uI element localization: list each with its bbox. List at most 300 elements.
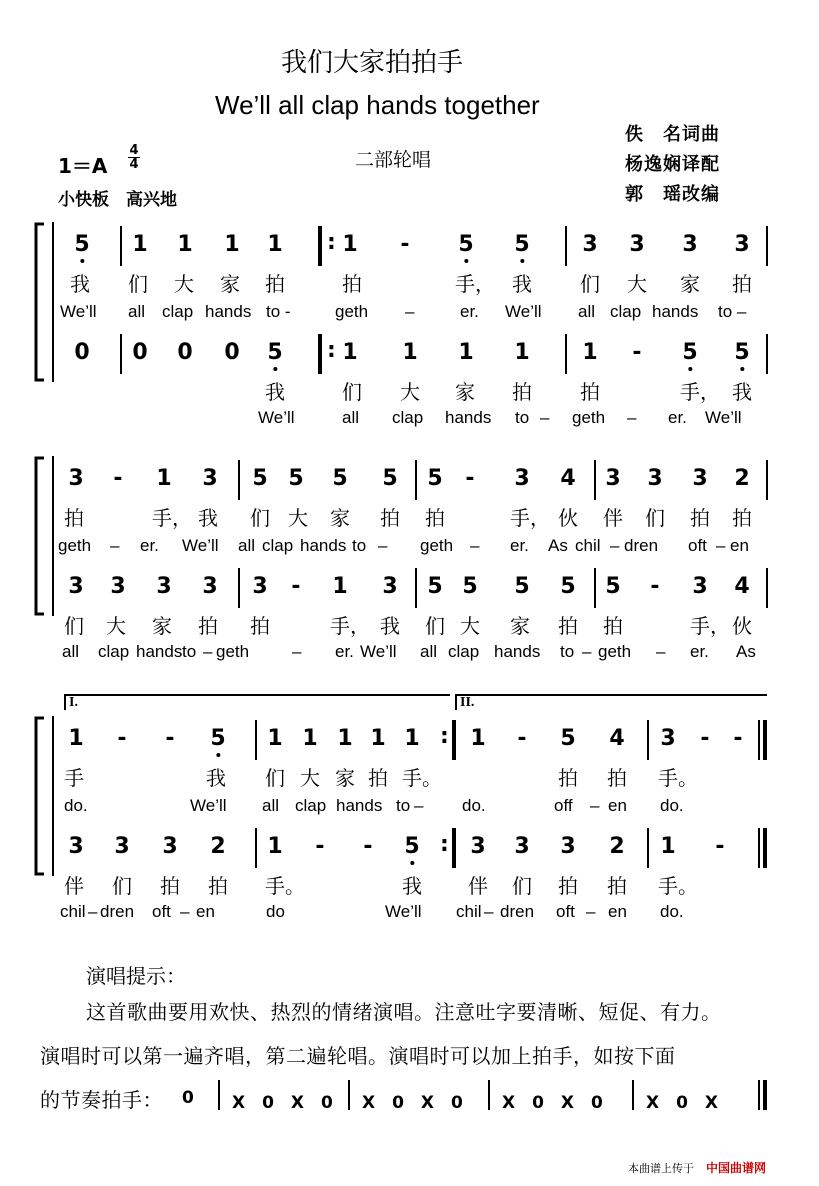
lyric-en: hands — [652, 302, 699, 321]
lyric-cn: 拍 — [265, 272, 285, 296]
lyric-en: hands — [300, 536, 347, 555]
note: 3 — [110, 574, 126, 599]
lyric-en: We’ll — [360, 642, 397, 661]
lyric-cn: 拍 — [208, 874, 228, 898]
lyric-en: clap — [262, 536, 294, 555]
lyric-en: hands — [136, 642, 183, 661]
lyric-cn: 手。 — [658, 874, 698, 898]
lyric-cn: 拍 — [160, 874, 180, 898]
hint-line-1: 这首歌曲要用欢快、热烈的情绪演唱。注意吐字要清晰、短促、有力。 — [86, 1000, 722, 1024]
note: 1 — [267, 834, 283, 859]
lyric-en: – — [716, 536, 726, 555]
lyric-cn: 我 — [512, 272, 532, 296]
lyric-cn: 拍 — [368, 766, 388, 790]
note: 4 — [560, 466, 576, 491]
repeat-sign: : — [440, 832, 449, 857]
note: 2 — [609, 834, 625, 859]
lyric-en: geth — [420, 536, 454, 555]
lyric-en: er. — [335, 642, 354, 661]
lyric-en: – — [610, 536, 620, 555]
lyric-en: en — [730, 536, 749, 555]
note-dash: - — [517, 726, 527, 751]
note: 5 — [427, 574, 443, 599]
volta-2-label: II. — [460, 695, 475, 710]
note: 1 — [267, 232, 283, 257]
lyric-en: to — [396, 796, 411, 815]
barline — [565, 334, 567, 374]
barline — [488, 1080, 490, 1110]
lyric-en: – — [378, 536, 388, 555]
note: 3 — [202, 574, 218, 599]
note: 3 — [252, 574, 268, 599]
lyric-en: er. — [140, 536, 159, 555]
lyric-cn: 我 — [380, 614, 400, 638]
lyric-en: do. — [660, 796, 684, 815]
barline — [647, 828, 649, 868]
lyric-cn: 们 — [342, 380, 362, 404]
lyric-en: hands — [494, 642, 541, 661]
note-dash: - — [113, 466, 123, 491]
lyric-en: – — [627, 408, 637, 427]
lyric-cn: 家 — [510, 614, 530, 638]
lyric-cn: 们 — [128, 272, 148, 296]
final-barline-thin — [758, 1080, 760, 1110]
lyric-en: chil — [60, 902, 86, 921]
note: 3 — [156, 574, 172, 599]
note: 5 — [458, 232, 474, 257]
rhythm-measure: X 0 X 0 — [362, 1093, 463, 1113]
system-barline-start — [52, 222, 54, 382]
hint-title: 演唱提示： — [86, 964, 186, 988]
note: 1 — [332, 574, 348, 599]
lyric-cn: 拍 — [580, 380, 600, 404]
barline — [632, 1080, 634, 1110]
note: 5 — [267, 340, 283, 365]
lyric-en: all — [420, 642, 438, 661]
lyric-cn: 手， — [680, 380, 720, 404]
note: 1 — [302, 726, 318, 751]
lyric-en: er. — [690, 642, 709, 661]
lyric-cn: 们 — [425, 614, 445, 638]
rhythm-measure: X 0 X 0 — [232, 1093, 333, 1113]
note-dash: - — [715, 834, 725, 859]
lyric-en: dren — [624, 536, 659, 555]
note: 0 — [132, 340, 148, 365]
lyric-en: geth — [572, 408, 606, 427]
note-dash: - — [291, 574, 301, 599]
lyric-cn: 拍 — [558, 766, 578, 790]
lyric-cn: 手， — [455, 272, 495, 296]
note: 5 — [288, 466, 304, 491]
final-barline-thin — [758, 828, 760, 868]
hint-line-3: 的节奏拍手： — [40, 1088, 163, 1112]
note-dash: - — [117, 726, 127, 751]
note: 1 — [470, 726, 486, 751]
barline — [255, 828, 257, 868]
barline — [766, 568, 768, 608]
barline — [218, 1080, 220, 1110]
lyric-en: to — [182, 642, 197, 661]
lyric-en: do. — [64, 796, 88, 815]
note: 1 — [514, 340, 530, 365]
lyric-cn: 们 — [112, 874, 132, 898]
note-dash: - — [733, 726, 743, 751]
lyric-cn: 家 — [680, 272, 700, 296]
note: 4 — [734, 574, 750, 599]
lyric-en: We’ll — [182, 536, 219, 555]
lyric-en: oft — [152, 902, 171, 921]
lyric-cn: 拍 — [607, 874, 627, 898]
lyric-cn: 家 — [220, 272, 240, 296]
lyric-en: – — [414, 796, 424, 815]
note: 3 — [68, 466, 84, 491]
lyric-en: oft — [688, 536, 707, 555]
note: 3 — [68, 834, 84, 859]
barline — [594, 568, 596, 608]
time-bottom: 4 — [129, 157, 139, 172]
note: 3 — [692, 574, 708, 599]
lyric-en: We’ll — [385, 902, 422, 921]
lyric-cn: 大 — [400, 380, 420, 404]
lyric-en: hands — [445, 408, 492, 427]
lyric-en: dren — [500, 902, 535, 921]
lyric-en: geth — [216, 642, 250, 661]
lyric-en: do. — [660, 902, 684, 921]
note: 5 — [210, 726, 226, 751]
title-chinese: 我们大家拍拍手 — [281, 48, 464, 78]
note-dash: - — [400, 232, 410, 257]
lyric-en: – — [590, 796, 600, 815]
lyric-en: clap — [98, 642, 130, 661]
barline — [766, 334, 768, 374]
system-brace — [30, 716, 50, 876]
note: 1 — [156, 466, 172, 491]
lyric-en: to - — [266, 302, 291, 321]
repeat-sign: : — [327, 338, 336, 363]
lyric-cn: 大 — [460, 614, 480, 638]
lyric-en: all — [128, 302, 146, 321]
note: 5 — [682, 340, 698, 365]
barline — [120, 334, 122, 374]
lyric-en: all — [238, 536, 256, 555]
note: 5 — [252, 466, 268, 491]
lyric-en: to — [352, 536, 367, 555]
system-brace — [30, 456, 50, 616]
barline — [766, 460, 768, 500]
lyric-cn: 大 — [300, 766, 320, 790]
lyric-en: – — [540, 408, 550, 427]
lyric-cn: 拍 — [512, 380, 532, 404]
time-top: 4 — [129, 143, 139, 158]
lyric-cn: 们 — [512, 874, 532, 898]
note: 3 — [514, 834, 530, 859]
lyric-en: do. — [462, 796, 486, 815]
lyric-cn: 我 — [206, 766, 226, 790]
lyric-cn: 我 — [402, 874, 422, 898]
lyric-cn: 手。 — [265, 874, 305, 898]
lyric-en: all — [342, 408, 360, 427]
note: 5 — [514, 232, 530, 257]
note: 5 — [382, 466, 398, 491]
lyric-cn: 家 — [455, 380, 475, 404]
rhythm-rest: 0 — [182, 1088, 194, 1108]
note: 5 — [427, 466, 443, 491]
credit-arranger: 郭 瑶改编 — [625, 184, 720, 205]
lyric-cn: 我 — [265, 380, 285, 404]
tempo-marking: 小快板 高兴地 — [58, 190, 177, 210]
footer-upload-text: 本曲谱上传于 — [628, 1162, 694, 1175]
note-dash: - — [363, 834, 373, 859]
lyric-cn: 大 — [174, 272, 194, 296]
note: 1 — [337, 726, 353, 751]
note: 3 — [470, 834, 486, 859]
system-barline-start — [52, 456, 54, 616]
note: 1 — [404, 726, 420, 751]
lyric-en: We’ll — [705, 408, 742, 427]
note-dash: - — [650, 574, 660, 599]
note: 5 — [605, 574, 621, 599]
lyric-en: – — [180, 902, 190, 921]
site-logo: 中国曲谱网 — [706, 1161, 767, 1175]
lyric-cn: 伙 — [558, 506, 578, 530]
lyric-en: dren — [100, 902, 135, 921]
lyric-en: – — [470, 536, 480, 555]
rhythm-measure: X 0 X — [646, 1093, 719, 1113]
lyric-cn: 手， — [330, 614, 370, 638]
note-dash: - — [165, 726, 175, 751]
lyric-en: We’ll — [258, 408, 295, 427]
lyric-cn: 拍 — [607, 766, 627, 790]
lyric-cn: 大 — [106, 614, 126, 638]
part-label: 二部轮唱 — [355, 149, 432, 171]
barline — [238, 568, 240, 608]
barline — [238, 460, 240, 500]
lyric-en: clap — [448, 642, 480, 661]
final-barline-thick — [763, 720, 767, 760]
lyric-cn: 我 — [732, 380, 752, 404]
lyric-cn: 们 — [265, 766, 285, 790]
note: 3 — [734, 232, 750, 257]
lyric-cn: 手 — [64, 766, 84, 790]
lyric-en: off — [554, 796, 573, 815]
note: 5 — [332, 466, 348, 491]
note: 3 — [660, 726, 676, 751]
lyric-cn: 拍 — [342, 272, 362, 296]
lyric-en: en — [608, 902, 627, 921]
note: 3 — [514, 466, 530, 491]
lyric-cn: 拍 — [690, 506, 710, 530]
lyric-cn: 拍 — [198, 614, 218, 638]
lyric-cn: 拍 — [558, 874, 578, 898]
lyric-en: to — [515, 408, 530, 427]
note: 1 — [458, 340, 474, 365]
lyric-en: oft — [556, 902, 575, 921]
volta-1-label: I. — [69, 695, 78, 710]
lyric-en: – — [484, 902, 494, 921]
lyric-cn: 拍 — [732, 506, 752, 530]
lyric-en: all — [578, 302, 596, 321]
note: 1 — [177, 232, 193, 257]
note-dash: - — [465, 466, 475, 491]
note: 5 — [560, 726, 576, 751]
repeat-barline — [452, 828, 456, 868]
lyric-en: to — [560, 642, 575, 661]
note: 0 — [224, 340, 240, 365]
lyric-en: en — [608, 796, 627, 815]
repeat-barline — [452, 720, 456, 760]
lyric-en: er. — [510, 536, 529, 555]
lyric-en: We’ll — [190, 796, 227, 815]
lyric-en: – — [582, 642, 592, 661]
lyric-cn: 拍 — [64, 506, 84, 530]
lyric-cn: 伙 — [732, 614, 752, 638]
note: 0 — [177, 340, 193, 365]
barline — [766, 226, 768, 266]
lyric-en: – — [405, 302, 415, 321]
lyric-en: geth — [335, 302, 369, 321]
lyric-en: geth — [58, 536, 92, 555]
lyric-en: As — [736, 642, 756, 661]
final-barline-thin — [758, 720, 760, 760]
repeat-sign: : — [327, 230, 336, 255]
lyric-cn: 家 — [330, 506, 350, 530]
lyric-cn: 伴 — [64, 874, 84, 898]
credit-composer: 佚 名词曲 — [625, 124, 720, 145]
final-barline-thick — [763, 828, 767, 868]
lyric-en: chil — [456, 902, 482, 921]
lyric-cn: 家 — [152, 614, 172, 638]
note: 5 — [74, 232, 90, 257]
lyric-en: clap — [162, 302, 194, 321]
lyric-cn: 手。 — [402, 766, 442, 790]
key-signature: 1＝A — [58, 154, 108, 178]
lyric-en: en — [196, 902, 215, 921]
note: 4 — [609, 726, 625, 751]
lyric-cn: 手， — [152, 506, 192, 530]
barline — [415, 568, 417, 608]
lyric-en: hands — [336, 796, 383, 815]
lyric-cn: 拍 — [732, 272, 752, 296]
lyric-en: We’ll — [60, 302, 97, 321]
lyric-en: geth — [598, 642, 632, 661]
lyric-en: all — [62, 642, 80, 661]
note-dash: - — [632, 340, 642, 365]
note: 1 — [660, 834, 676, 859]
lyric-cn: 大 — [627, 272, 647, 296]
lyric-cn: 手。 — [658, 766, 698, 790]
note: 1 — [402, 340, 418, 365]
note: 3 — [605, 466, 621, 491]
note: 5 — [404, 834, 420, 859]
lyric-en: hands — [205, 302, 252, 321]
note: 3 — [202, 466, 218, 491]
lyric-en: er. — [668, 408, 687, 427]
lyric-en: As — [548, 536, 568, 555]
lyric-en: chil — [575, 536, 601, 555]
note-dash: - — [700, 726, 710, 751]
note: 5 — [462, 574, 478, 599]
lyric-en: to – — [718, 302, 747, 321]
barline — [594, 460, 596, 500]
lyric-cn: 我 — [70, 272, 90, 296]
note: 2 — [210, 834, 226, 859]
barline — [565, 226, 567, 266]
repeat-sign: : — [440, 724, 449, 749]
lyric-cn: 拍 — [425, 506, 445, 530]
lyric-en: clap — [295, 796, 327, 815]
system-brace — [30, 222, 50, 382]
lyric-cn: 我 — [198, 506, 218, 530]
lyric-cn: 手， — [690, 614, 730, 638]
lyric-en: – — [88, 902, 98, 921]
barline — [120, 226, 122, 266]
barline — [415, 460, 417, 500]
lyric-en: – — [203, 642, 213, 661]
lyric-cn: 们 — [250, 506, 270, 530]
first-ending-bracket — [64, 694, 450, 710]
note: 1 — [267, 726, 283, 751]
note: 3 — [382, 574, 398, 599]
note: 3 — [114, 834, 130, 859]
credit-translator: 杨逸娴译配 — [625, 154, 720, 175]
barline — [255, 720, 257, 760]
lyric-cn: 拍 — [380, 506, 400, 530]
lyric-en: – — [110, 536, 120, 555]
second-ending-bracket — [455, 694, 767, 710]
note: 3 — [560, 834, 576, 859]
lyric-en: – — [656, 642, 666, 661]
rhythm-measure: X 0 X 0 — [502, 1093, 603, 1113]
lyric-en: – — [292, 642, 302, 661]
lyric-cn: 拍 — [603, 614, 623, 638]
lyric-en: We’ll — [505, 302, 542, 321]
lyric-cn: 拍 — [558, 614, 578, 638]
note: 5 — [514, 574, 530, 599]
note: 1 — [132, 232, 148, 257]
repeat-barline — [318, 226, 322, 266]
note: 1 — [342, 340, 358, 365]
lyric-en: er. — [460, 302, 479, 321]
system-barline-start — [52, 716, 54, 876]
lyric-cn: 伴 — [603, 506, 623, 530]
note: 1 — [370, 726, 386, 751]
note: 3 — [629, 232, 645, 257]
title-english: We’ll all clap hands together — [215, 90, 540, 120]
barline — [647, 720, 649, 760]
note: 2 — [734, 466, 750, 491]
lyric-en: clap — [392, 408, 424, 427]
note: 5 — [560, 574, 576, 599]
note-dash: - — [315, 834, 325, 859]
note: 3 — [68, 574, 84, 599]
final-barline-thick — [763, 1080, 767, 1110]
barline — [348, 1080, 350, 1110]
lyric-cn: 大 — [288, 506, 308, 530]
note: 3 — [647, 466, 663, 491]
lyric-en: clap — [610, 302, 642, 321]
note: 1 — [224, 232, 240, 257]
lyric-en: all — [262, 796, 280, 815]
lyric-cn: 拍 — [250, 614, 270, 638]
note: 3 — [582, 232, 598, 257]
repeat-barline — [318, 334, 322, 374]
note: 3 — [682, 232, 698, 257]
note: 3 — [692, 466, 708, 491]
time-signature — [128, 144, 140, 171]
lyric-cn: 手， — [510, 506, 550, 530]
lyric-cn: 们 — [580, 272, 600, 296]
lyric-cn: 伴 — [468, 874, 488, 898]
